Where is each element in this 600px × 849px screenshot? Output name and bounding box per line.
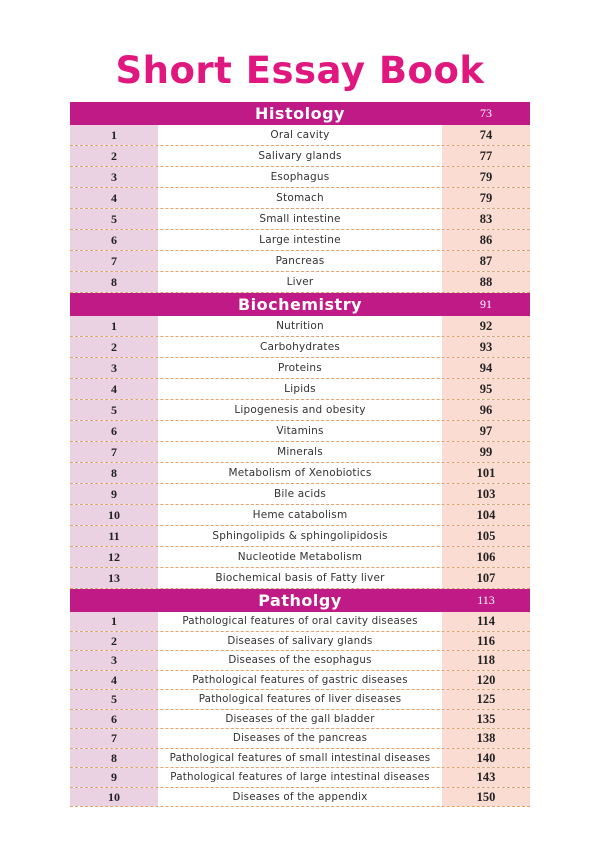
page-title: Short Essay Book [115,49,485,92]
toc-page: 74 [442,125,530,145]
toc-row [70,442,530,463]
toc-number: 8 [70,272,158,292]
toc-number: 11 [70,526,158,546]
toc-topic: Diseases of salivary glands [158,632,442,651]
section-rows [70,316,530,589]
section-biochemistry [70,293,530,589]
toc-topic: Proteins [158,358,442,378]
toc-row [70,729,530,749]
toc-page: 138 [442,729,530,748]
toc-number: 5 [70,400,158,420]
toc-row [70,379,530,400]
toc-topic: Lipids [158,379,442,399]
section-title: Histology [255,104,345,123]
toc-topic: Pathological features of liver diseases [158,690,442,709]
toc-row [70,568,530,589]
toc-page: 105 [442,526,530,546]
toc-page: 140 [442,749,530,768]
toc-row [70,651,530,671]
toc-row [70,632,530,652]
toc-page: 95 [442,379,530,399]
toc-topic: Salivary glands [158,146,442,166]
toc-topic: Liver [158,272,442,292]
toc-row [70,230,530,251]
toc-topic: Nucleotide Metabolism [158,547,442,567]
toc-number: 13 [70,568,158,588]
toc-page: 150 [442,788,530,807]
toc-number: 3 [70,651,158,670]
toc-topic: Diseases of the esophagus [158,651,442,670]
toc-row [70,612,530,632]
toc-page: 114 [442,612,530,631]
toc-topic: Biochemical basis of Fatty liver [158,568,442,588]
toc-row [70,505,530,526]
toc-row [70,671,530,691]
toc-number: 1 [70,316,158,336]
toc-page: 86 [442,230,530,250]
toc-page: 103 [442,484,530,504]
toc-row [70,125,530,146]
toc-page: 101 [442,463,530,483]
section-header [70,589,530,612]
toc-page: 125 [442,690,530,709]
toc-row [70,421,530,442]
toc-number: 10 [70,788,158,807]
toc-topic: Diseases of the appendix [158,788,442,807]
section-pathology [70,589,530,807]
toc-number: 1 [70,612,158,631]
toc-row [70,209,530,230]
toc-topic: Heme catabolism [158,505,442,525]
toc-topic: Esophagus [158,167,442,187]
toc-topic: Pathological features of large intestinal diseases [158,768,442,787]
section-title: Patholgy [258,591,342,610]
section-title: Biochemistry [237,295,363,314]
toc-page: 79 [442,188,530,208]
toc-topic: Sphingolipids & sphingolipidosis [158,526,442,546]
toc-row [70,690,530,710]
toc-row [70,188,530,209]
table-of-contents [70,102,530,807]
toc-page: 94 [442,358,530,378]
toc-number: 9 [70,768,158,787]
toc-page: 104 [442,505,530,525]
section-page: 73 [480,106,492,120]
toc-page: 77 [442,146,530,166]
toc-row [70,400,530,421]
toc-topic: Small intestine [158,209,442,229]
toc-number: 2 [70,146,158,166]
toc-row [70,768,530,788]
toc-topic: Large intestine [158,230,442,250]
toc-page: 118 [442,651,530,670]
toc-page: 99 [442,442,530,462]
section-page: 91 [480,297,492,311]
toc-topic: Minerals [158,442,442,462]
toc-page: 83 [442,209,530,229]
toc-number: 4 [70,379,158,399]
toc-page: 116 [442,632,530,651]
toc-page: 97 [442,421,530,441]
toc-row [70,272,530,293]
section-histology [70,102,530,293]
toc-number: 5 [70,690,158,709]
toc-page: 106 [442,547,530,567]
toc-number: 9 [70,484,158,504]
toc-number: 2 [70,632,158,651]
toc-page: 92 [442,316,530,336]
section-header [70,293,530,316]
toc-row [70,526,530,547]
toc-topic: Diseases of the gall bladder [158,710,442,729]
section-header [70,102,530,125]
toc-number: 7 [70,442,158,462]
toc-page: 79 [442,167,530,187]
toc-topic: Stomach [158,188,442,208]
toc-number: 10 [70,505,158,525]
toc-row [70,358,530,379]
toc-topic: Diseases of the pancreas [158,729,442,748]
toc-topic: Lipogenesis and obesity [158,400,442,420]
toc-number: 6 [70,710,158,729]
toc-row [70,484,530,505]
toc-number: 4 [70,671,158,690]
toc-number: 4 [70,188,158,208]
toc-page: 135 [442,710,530,729]
toc-topic: Bile acids [158,484,442,504]
toc-topic: Pancreas [158,251,442,271]
toc-row [70,788,530,808]
toc-number: 1 [70,125,158,145]
toc-number: 8 [70,749,158,768]
section-rows [70,125,530,293]
toc-number: 6 [70,230,158,250]
toc-number: 3 [70,167,158,187]
toc-page: 88 [442,272,530,292]
toc-row [70,749,530,769]
toc-page: 96 [442,400,530,420]
toc-number: 3 [70,358,158,378]
toc-page: 93 [442,337,530,357]
toc-row [70,316,530,337]
toc-number: 5 [70,209,158,229]
toc-row [70,167,530,188]
toc-row [70,710,530,730]
toc-topic: Carbohydrates [158,337,442,357]
toc-row [70,251,530,272]
toc-row [70,337,530,358]
toc-row [70,547,530,568]
toc-page: 107 [442,568,530,588]
toc-topic: Nutrition [158,316,442,336]
toc-row [70,146,530,167]
toc-number: 6 [70,421,158,441]
toc-number: 8 [70,463,158,483]
toc-topic: Pathological features of oral cavity diseases [158,612,442,631]
section-rows [70,612,530,807]
toc-page: 143 [442,768,530,787]
toc-number: 7 [70,729,158,748]
toc-row [70,463,530,484]
section-page: 113 [477,593,495,607]
toc-topic: Vitamins [158,421,442,441]
toc-number: 12 [70,547,158,567]
toc-topic: Oral cavity [158,125,442,145]
toc-topic: Metabolism of Xenobiotics [158,463,442,483]
toc-number: 2 [70,337,158,357]
toc-topic: Pathological features of small intestinal diseases [158,749,442,768]
toc-number: 7 [70,251,158,271]
toc-page: 120 [442,671,530,690]
toc-page: 87 [442,251,530,271]
toc-topic: Pathological features of gastric diseases [158,671,442,690]
